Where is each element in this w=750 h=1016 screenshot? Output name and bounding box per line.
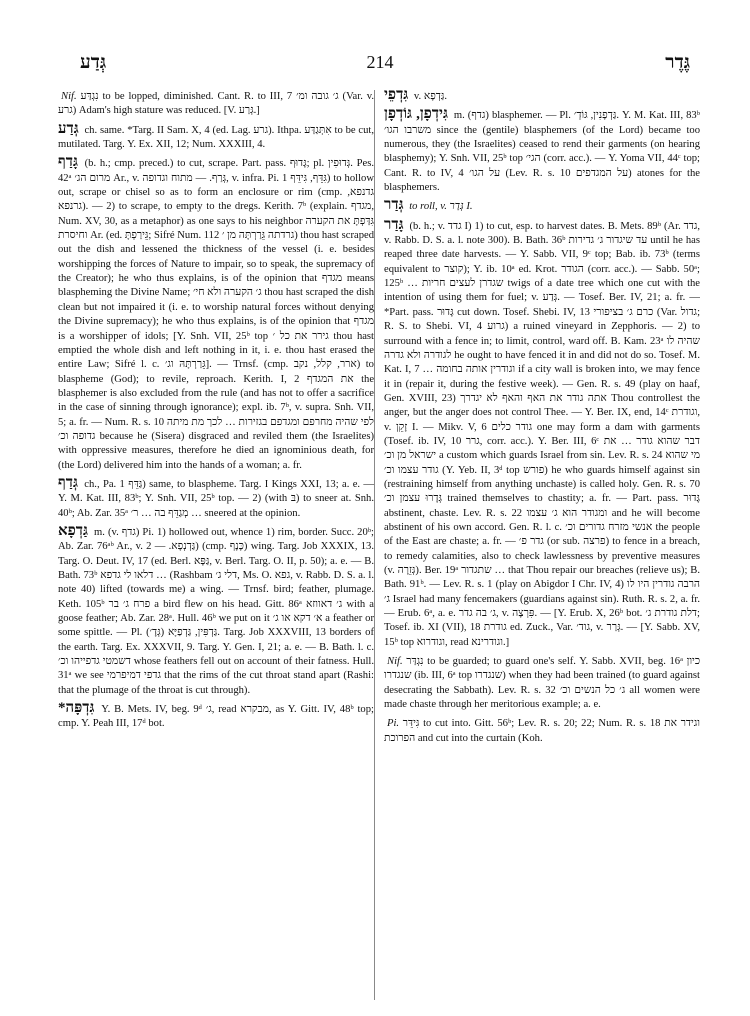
entry-label: Nif. <box>387 656 403 668</box>
dictionary-entry <box>58 155 374 473</box>
entry-text: 1) same, to blaspheme. Targ. I Kings XXI, 13; a. e. — Y. M. Kat. III, 83ᵇ; Y. Snh. VII, 25ᵇ top. — 2) (with בּ) to sneer at. Snh. 40ᵇ; Ab. Zar. 35ᵃ מְגַדֵּף בה … ר׳ … sneered at the opinion. <box>58 478 374 519</box>
left-column <box>58 88 374 1008</box>
entry-label: v. <box>413 91 422 102</box>
entry-headword: גַּדְפָא <box>58 522 88 539</box>
page-header <box>60 52 700 76</box>
dictionary-entry <box>58 122 374 153</box>
entry-text: to cut, scrape. Part. pass. גָּדוּף; pl. גְּדוּפִין. Pes. 42ᵃ מרום הג׳ Ar., v. גְּרַף. — מתוח וגדופה, v. infra. Pi. גִּדֵּף, גִּידֵּף 1) to hollow out, scrape or chisel so as to form an enclosure or rim (cmp. גדנפא, גרנפא). — 2) to scrape, to empty to the dregs. Kerith. 7ᵇ (explain. מגדף, Num. XV, 30, as a metaphor) as one says to his neighbor גִּדַּפְתָּ את הקערה וחיסרת Ar. (ed. גֵּירַפְתָּ; Sifré Num. 112 גרדתה גֵּרַרְתָּה מן ׳) thou hast scraped out the dish and lessened the thickness of the vessel (i. e. besides worshipping the forces of Nature to impair, so to speak, the supremacy of the Creator); he who thus explains, is of the opinion that מגדף means blaspheming the Divine Name; ג׳ הקערה ולא חי׳ thou hast scraped the dish clean but not impaired it (i. e. to worship natural forces without denying the Divine supremacy); he who thus explains, is of the opinion that מגדף is a worshipper of idols; [Y. Snh. VII, 25ᵇ top גירר את כל ׳ thou hast emptied the whole dish and left nothing in it, i. e. thou hast erased the entire Law; Sifré l. c. גֵּרַרְתָּהּ וג׳]. — Trnsf. (cmp. ארר, קלל, נקב) to blaspheme (God); to revile, reproach. Kerith. I, 2 את המגדף the blasphemer is also excluded from the rule (and has not to offer a sacrifice in the case of sinning through ignorance); expl. ib. 7ᵇ, v. supra. Snh. VII, 5; a. fr. — Num. R. s. 10 לפי שהיה מחרפם ומגדפם בגזירות … לכך מת מיתה גדופה וכ׳ because he (Sisera) disgraced and reviled them (the Israelites) with oppressive measures, therefore he died an ignominious death, for (the Lord) delivered him into the hands of a woman; a. fr. <box>58 158 374 471</box>
entry-label: Nif. <box>61 91 77 102</box>
entry-text: נִגְדַּע to be lopped, diminished. Cant. R. to III, 7 ג׳ גובה ומ׳ (Var. v. גרע) Adam's high stature was reduced. [V. גְּרַע.] <box>58 91 374 117</box>
entry-headword: גְּדַף <box>58 474 78 491</box>
entry-text: hollowed out, whence 1) rim, border. Succ. 20ᵇ; Ab. Zar. 76ᵃᵇ Ar., v. גַּדְנְפָא. — 2) (cmp. כָּנָף) wing. Targ. Job XXXIX, 13. Targ. O. Deut. IV, 17 (ed. Berl. גַּפָּא, v. Berl. Targ. O. II, p. 50); a. e. — B. Bath. 73ᵇ דלאו לי גדפא … (Rashbam דלי ג׳, Ms. O. גפא, v. Rabb. D. S. a. l. note 40) lifted (towards me) a wing. — Trnsf. bird; feather, plumage. Keth. 105ᵇ פרח ג׳ בר a bird flew on his head. Gitt. 86ᵃ ג׳ דאווזא with a goose feather; Ab. Zar. 28ᵃ. Hull. 46ᵇ we put on it א׳ דקא או ג׳ a feather or some spittle. — Pl. גַּדְפִּין, גַּדְפַיָּא (גְּדָ׳). Targ. Job XXXVIII, 13 borders of the earth. Targ. Ex. XXXVII, 9. Targ. Y. Gen. I, 21; a. e. — B. Bath. l. c. דשמטי גדפייהו וכ׳ whose feathers fell out on account of their fatness. Hull. 31ᵃ we see גדפי דמיפרמי that the rims of the cut throat stand apart (Rashi: that the plumage of the throat is cut through). <box>58 526 374 696</box>
dictionary-entry <box>58 476 374 521</box>
entry-text: blasphemer. — Pl. גַּדְפָנִין, גּוֹדְ׳. Y. M. Kat. III, 83ᵇ משרבו הגו׳ since the (gentile) blasphemers (of the Lord) became too numerous, they (the Israelites) ceased to rend their garments (on hearing blasphemy); Y. Snh. VII, 25ᵇ top הגי׳ (corr. acc.). — Y. Yoma VII, 44ᶜ top; Cant. R. to IV, 4 על הגו׳ (Lev. R. s. 10 על המגדפים) atones for the blasphemers. <box>384 110 700 194</box>
dictionary-entry <box>58 701 374 732</box>
dictionary-entry <box>384 653 700 712</box>
header-left-word: גְּדַע <box>80 52 107 73</box>
entry-label: (b. h.; cmp. preced.) <box>84 158 174 170</box>
entry-text: Y. B. Mets. IV, beg. 9ᵈ ג׳, read מבקרא, as Y. Gitt. IV, 48ᵇ top; cmp. Y. Peah III, 17ᵈ bot. <box>58 704 374 730</box>
entry-text: גַּדְפָא. <box>423 91 447 102</box>
entry-headword: גִּדְפֵי <box>384 88 409 103</box>
entry-label: m. (גדף) <box>453 110 489 122</box>
entry-label: ch., Pa. גַּדֵּף <box>84 478 143 490</box>
entry-headword: *גִּדְפָּה <box>58 700 95 717</box>
entry-headword: גְּדַע <box>58 120 79 137</box>
dictionary-entry <box>58 524 374 698</box>
page-number: 214 <box>366 52 394 72</box>
dictionary-entry <box>58 88 374 119</box>
header-right-word: גֶּדֶר <box>665 52 690 73</box>
right-column <box>384 88 700 1008</box>
entry-headword: גָּדַר <box>384 216 404 233</box>
entry-headword: גִּידְפָן, גּוֹדְפָן <box>384 106 448 123</box>
dictionary-entry <box>384 107 700 195</box>
entry-headword: גָּדַף <box>58 154 78 171</box>
entry-label: m. (v. גדף) Pi. 1) <box>94 526 166 538</box>
entry-label: ch. same. <box>84 124 125 136</box>
dictionary-entry <box>384 88 700 104</box>
entry-label: Pi. <box>387 718 400 730</box>
entry-headword: גְּדַר <box>384 197 404 214</box>
dictionary-entry <box>384 715 700 746</box>
entry-text: גִּידֵּר to cut into. Gitt. 56ᵇ; Lev. R. s. 20; 22; Num. R. s. 18 וגידר את הפרוכת and cut into the curtain (Koh. <box>384 718 700 744</box>
entry-text: *Targ. II Sam. X, 4 (ed. Lag. גרע). Ithpa. אִתְּגַדַּע to be cut, mutilated. Targ. Y. Ex. XII, 12; Num. XXXIII, 4. <box>58 124 374 151</box>
entry-label: (b. h.; v. גדד I) <box>409 220 472 232</box>
dictionary-entry <box>384 218 700 650</box>
entry-text: to roll, v. גְּדַר I. <box>409 201 473 213</box>
entry-text: נִגְדַּר to be guarded; to guard one's self. Y. Sabb. XVII, beg. 16ᵃ כיון שנגדרו (ib. III, 6ᵃ top שנגדרו) when they had been trained (to guard against desecrating the Sabbath). Lev. R. s. 32 ג׳ כל הנשים וכ׳ all women were made chaste through her meritorious example; a. e. <box>384 656 700 711</box>
entry-text: 1) to cut, esp. to harvest dates. B. Mets. 89ᵇ (Ar. גדד, v. Rabb. D. S. a. l. note 300). B. Bath. 36ᵇ עד שיגדור ג׳ גדירות until he has reaped three date harvests. — Y. Sabb. VII, 9ᶜ top; Bab. ib. 73ᵇ (terms equivalent to קוצר); Y. ib. 10ᵃ ed. Krot. הגודר (corr. acc.). — Sabb. 50ᵃ; 125ᵇ … שגדרן לעצים חריות twigs of a date tree which one cut with the intention of using them for fuel; v. גְּדַע. — Tosef. Ber. IV, 21; a. fr. — *Part. pass. גָּדוּר cut down. Tosef. Shebi. IV, 13 כרם ג׳ בציפורי (Var. גדול; R. S. to Shebi. VI, 4 גרוע) a ruined vineyard in Zepphoris. — 2) to surround with a fence in; to limit, control, ward off. B. Kam. 23ᵃ שהיה לו לגודרה ולא גדרה he ought to have fenced it in and did not do so. Tosef. M. Kat. I, 7 … וגודרין אותה בחומה if a city wall is broken into, we may fence it in (repair it, during the festive week). — Gen. R. s. 49 (play on haaf, Gen. XVIII, 23) אתה גודר את האף והאף לא יגדרך Thou controllest the anger, but the anger does not control Thee. — Y. Ber. IX, end, 14ᶜ וגודרת, v. זָקֵן I. — Mikv. V, 6 גודר כלים one may form a dam with garments (Tosef. ib. IV, 10 גרר, corr. acc.). Y. Ber. III, 6ᶜ דבר שהוא גודר … את ישראל מן וכ׳ a custom which guards Israel from sin. Lev. R. s. 24 מי שהוא גודר עצמו וכ׳ (Y. Yeb. II, 3ᵈ top פורש) he who guards himself against sin (restraining himself from anything unchaste) is called holy. Gen. R. s. 70 גְּדָרוּ עצמן וכ׳ trained themselves to chastity; a. fr. — Part. pass. גָּדוּר abstinent, chaste. Lev. R. s. 22 ומגודר הוא ג׳ עצמו and he will become abstinent of his own accord. Gen. R. l. c. אנשי מזרח גדורים וכ׳ the people of the East are chaste; a. fr. — גדר פ׳ (or sub. פרצה) to fence in a breach, to remedy calamities, also to check lawlessness by preventive measures (v. גְּזֵרָה). Ber. 19ᵃ שתגדור … that Thou repair our breaches (relieve us); B. Bath. 91ᵇ. — Lev. R. s. 1 (play on Abigdor I Chr. IV, 4) הרבה גודרין היו לו ג׳ Israel had many fencemakers (guardians against sin). Ruth. R. s. 2, a. fr. — Erub. 6ᵃ, a. e. ג׳ בה גדר, v. פִּרְצָה. — [Y. Erub. X, 26ᵇ bot. דלת גודרת ג׳; Tosef. ib. XI (VII), 18 גודרת ed. Zuck., Var. גוד׳, v. גְּרַר. — [Y. Sabb. XV, 15ᵇ top וגודרוא, read וגודרינא.] <box>384 220 700 648</box>
dictionary-entry <box>384 198 700 214</box>
column-divider <box>374 90 375 1000</box>
